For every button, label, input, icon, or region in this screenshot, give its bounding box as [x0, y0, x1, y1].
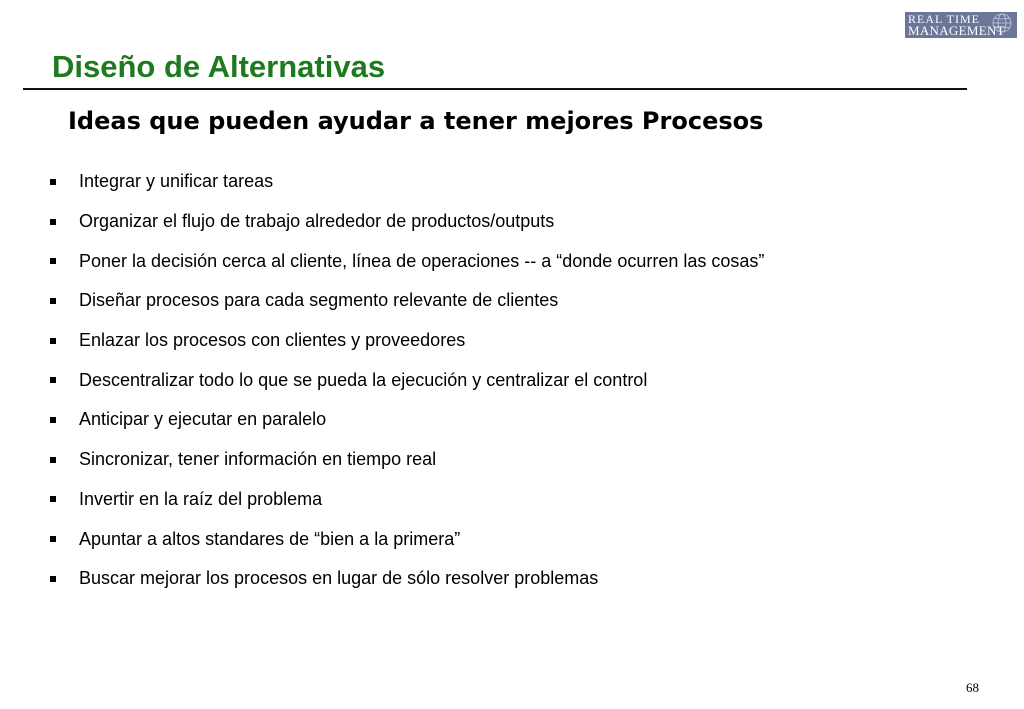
bullet-text: Buscar mejorar los procesos en lugar de sólo resolver problemas [79, 568, 599, 589]
logo-text-line2: MANAGEMENT [908, 23, 1005, 38]
bullet-item [47, 241, 764, 281]
square-bullet-icon [50, 258, 56, 264]
bullet-item [47, 162, 764, 202]
bullet-item [47, 281, 764, 321]
page-title: Diseño de Alternativas [52, 49, 386, 84]
bullet-list [47, 162, 764, 599]
bullet-item [47, 440, 764, 480]
square-bullet-icon [50, 298, 56, 304]
bullet-text: Sincronizar, tener información en tiempo real [79, 449, 437, 470]
logo-text-line1: REAL TIME [908, 12, 980, 26]
square-bullet-icon [50, 377, 56, 383]
square-bullet-icon [50, 417, 56, 423]
square-bullet-icon [50, 457, 56, 463]
square-bullet-icon [50, 576, 56, 582]
bullet-item [47, 559, 764, 599]
bullet-text: Anticipar y ejecutar en paralelo [79, 409, 327, 430]
square-bullet-icon [50, 219, 56, 225]
page-number: 68 [966, 680, 979, 695]
bullet-text: Apuntar a altos standares de “bien a la primera” [79, 528, 461, 549]
bullet-text: Integrar y unificar tareas [79, 171, 274, 192]
bullet-item [47, 202, 764, 242]
square-bullet-icon [50, 179, 56, 185]
bullet-item [47, 400, 764, 440]
bullet-text: Descentralizar todo lo que se pueda la ejecución y centralizar el control [79, 369, 648, 390]
title-divider [23, 88, 967, 90]
real-time-management-logo [905, 12, 1017, 38]
bullet-text: Diseñar procesos para cada segmento relevante de clientes [79, 290, 559, 311]
bullet-item [47, 321, 764, 361]
bullet-text: Organizar el flujo de trabajo alrededor de productos/outputs [79, 211, 555, 232]
bullet-item [47, 480, 764, 520]
square-bullet-icon [50, 496, 56, 502]
square-bullet-icon [50, 338, 56, 344]
page-subtitle: Ideas que pueden ayudar a tener mejores Procesos [68, 107, 764, 135]
bullet-text: Invertir en la raíz del problema [79, 488, 323, 509]
bullet-text: Enlazar los procesos con clientes y proveedores [79, 330, 466, 351]
bullet-text: Poner la decisión cerca al cliente, línea de operaciones -- a “donde ocurren las cosas” [79, 250, 765, 271]
bullet-item [47, 519, 764, 559]
bullet-item [47, 360, 764, 400]
square-bullet-icon [50, 536, 56, 542]
